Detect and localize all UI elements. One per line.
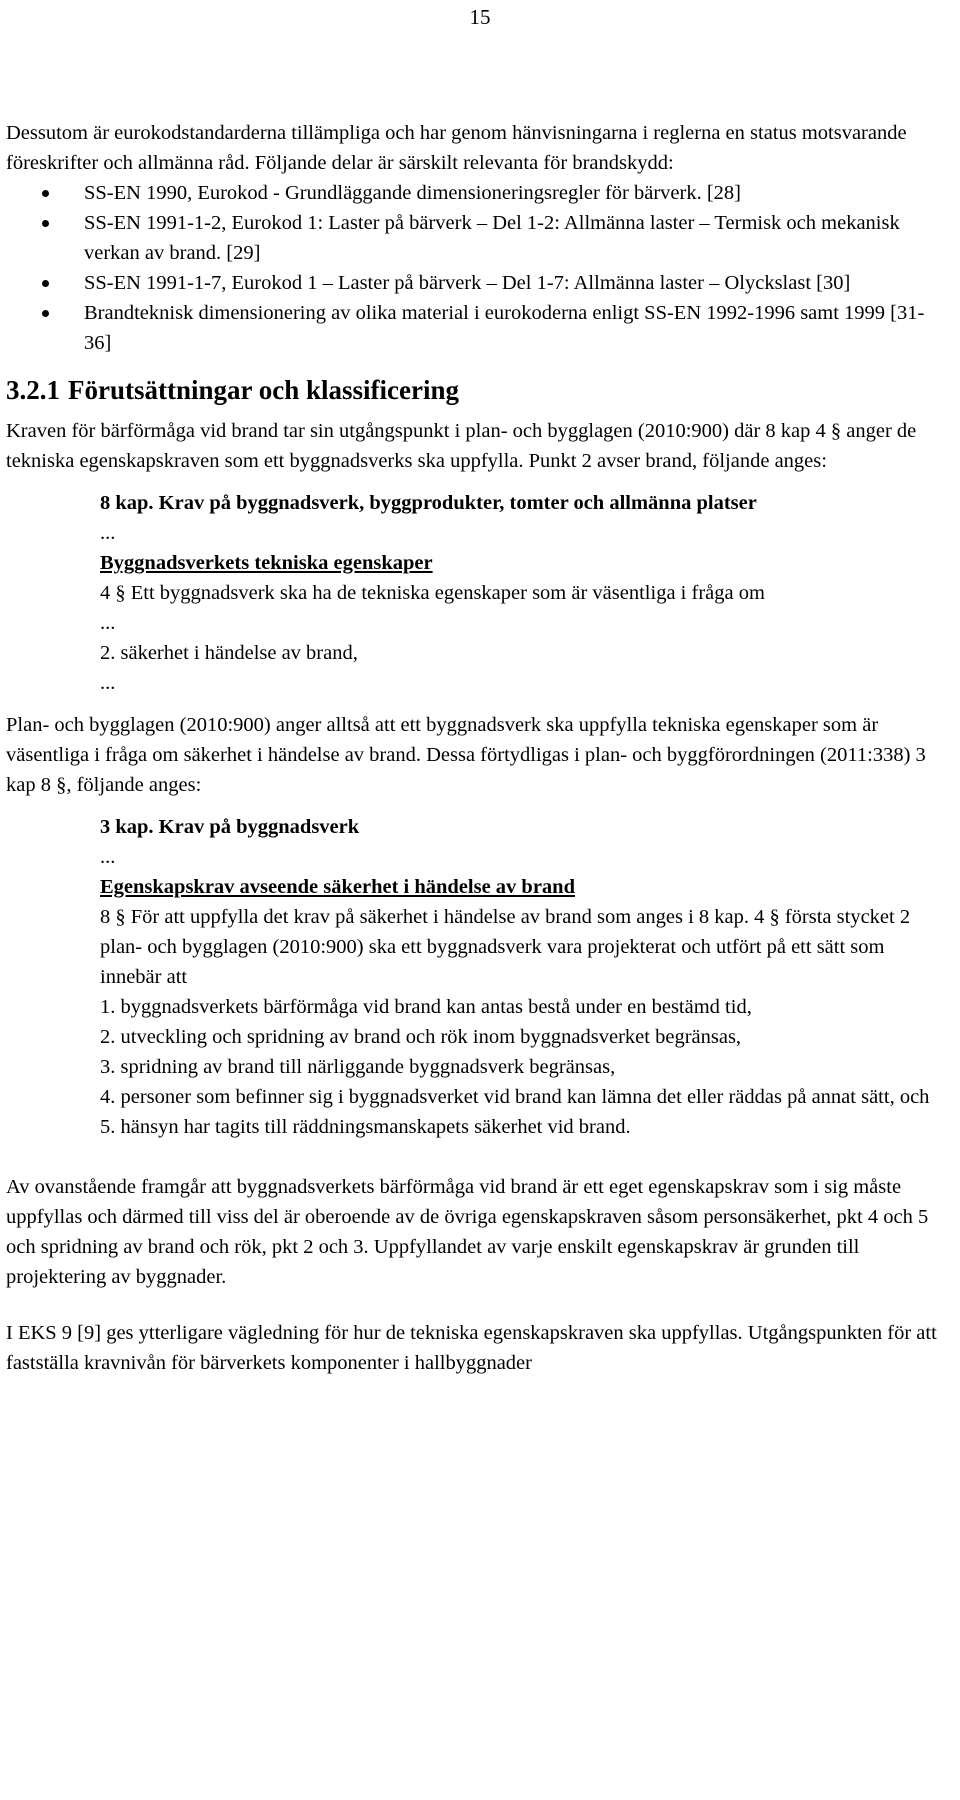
page-number: 15 xyxy=(469,5,491,29)
quote-ellipsis: ... xyxy=(100,612,116,634)
quote-subheading: Egenskapskrav avseende säkerhet i händelse av brand xyxy=(100,876,575,898)
section-title: Förutsättningar och klassificering xyxy=(68,375,459,405)
quote-point: 5. hänsyn har tagits till räddningsmanskapets säkerhet vid brand. xyxy=(100,1116,631,1138)
list-item xyxy=(6,268,946,298)
paragraph-eks: I EKS 9 [9] ges ytterligare vägledning för hur de tekniska egenskapskraven ska uppfyllas. Utgångspunkten för att fastställa kravnivån för bärverkets komponenter i hallbyggnader xyxy=(6,1322,937,1374)
quote-ellipsis: ... xyxy=(100,846,116,868)
list-item xyxy=(6,178,946,208)
quote-item: 4 § Ett byggnadsverk ska ha de tekniska egenskaper som är väsentliga i fråga om xyxy=(100,582,765,604)
list-item-text: SS-EN 1991-1-7, Eurokod 1 – Laster på bärverk – Del 1-7: Allmänna laster – Olyckslast [30] xyxy=(84,272,851,294)
quote-pbl xyxy=(100,488,946,698)
quote-item: 8 § För att uppfylla det krav på säkerhet i händelse av brand som anges i 8 kap. 4 § första stycket 2 plan- och bygglagen (2010:900) ska ett byggnadsverk vara projekterat och utfört på ett sätt som innebär att xyxy=(100,906,911,988)
quote-heading: 3 kap. Krav på byggnadsverk xyxy=(100,816,360,838)
document-body xyxy=(6,118,946,1378)
bullet-icon xyxy=(42,280,49,287)
quote-point: 4. personer som befinner sig i byggnadsverket vid brand kan lämna det eller räddas på annat sätt, och xyxy=(100,1086,930,1108)
bullet-icon xyxy=(42,220,49,227)
section-number: 3.2.1 xyxy=(6,375,60,405)
list-item xyxy=(6,298,946,358)
list-item xyxy=(6,208,946,268)
quote-heading: 8 kap. Krav på byggnadsverk, byggprodukter, tomter och allmänna platser xyxy=(100,492,757,514)
intro-paragraph: Dessutom är eurokodstandarderna tillämpliga och har genom hänvisningarna i reglerna en status motsvarande föreskrifter och allmänna råd. Följande delar är särskilt relevanta för brandskydd: xyxy=(6,122,907,174)
bullet-icon xyxy=(42,310,49,317)
quote-point: 2. säkerhet i händelse av brand, xyxy=(100,642,358,664)
quote-pbf xyxy=(100,812,946,1142)
paragraph-pbl: Kraven för bärförmåga vid brand tar sin utgångspunkt i plan- och bygglagen (2010:900) där 8 kap 4 § anger de tekniska egenskapskraven som ett byggnadsverks ska uppfylla. Punkt 2 avser brand, följande anges: xyxy=(6,420,917,472)
bullet-icon xyxy=(42,190,49,197)
quote-ellipsis: ... xyxy=(100,522,116,544)
paragraph-conclusion: Av ovanstående framgår att byggnadsverkets bärförmåga vid brand är ett eget egenskapskrav som i sig måste uppfyllas och därmed till viss del är oberoende av de övriga egenskapskraven såsom personsäkerhet, pkt 4 och 5 och spridning av brand och rök, pkt 2 och 3. Uppfyllandet av varje enskilt egenskapskrav är grunden till projektering av byggnader. xyxy=(6,1176,929,1288)
paragraph-pbf: Plan- och bygglagen (2010:900) anger alltså att ett byggnadsverk ska uppfylla tekniska egenskaper som är väsentliga i fråga om säkerhet i händelse av brand. Dessa förtydligas i plan- och byggförordningen (2011:338) 3 kap 8 §, följande anges: xyxy=(6,714,926,796)
list-item-text: Brandteknisk dimensionering av olika material i eurokoderna enligt SS-EN 1992-1996 samt 1999 [31-36] xyxy=(84,302,925,354)
quote-point: 3. spridning av brand till närliggande byggnadsverk begränsas, xyxy=(100,1056,616,1078)
quote-point: 2. utveckling och spridning av brand och rök inom byggnadsverket begränsas, xyxy=(100,1026,742,1048)
section-heading xyxy=(6,372,946,408)
quote-ellipsis: ... xyxy=(100,672,116,694)
list-item-text: SS-EN 1990, Eurokod - Grundläggande dimensioneringsregler för bärverk. [28] xyxy=(84,182,741,204)
quote-subheading: Byggnadsverkets tekniska egenskaper xyxy=(100,552,433,574)
standards-list xyxy=(6,178,946,358)
quote-point: 1. byggnadsverkets bärförmåga vid brand kan antas bestå under en bestämd tid, xyxy=(100,996,752,1018)
list-item-text: SS-EN 1991-1-2, Eurokod 1: Laster på bärverk – Del 1-2: Allmänna laster – Termisk och mekanisk verkan av brand. [29] xyxy=(84,212,900,264)
